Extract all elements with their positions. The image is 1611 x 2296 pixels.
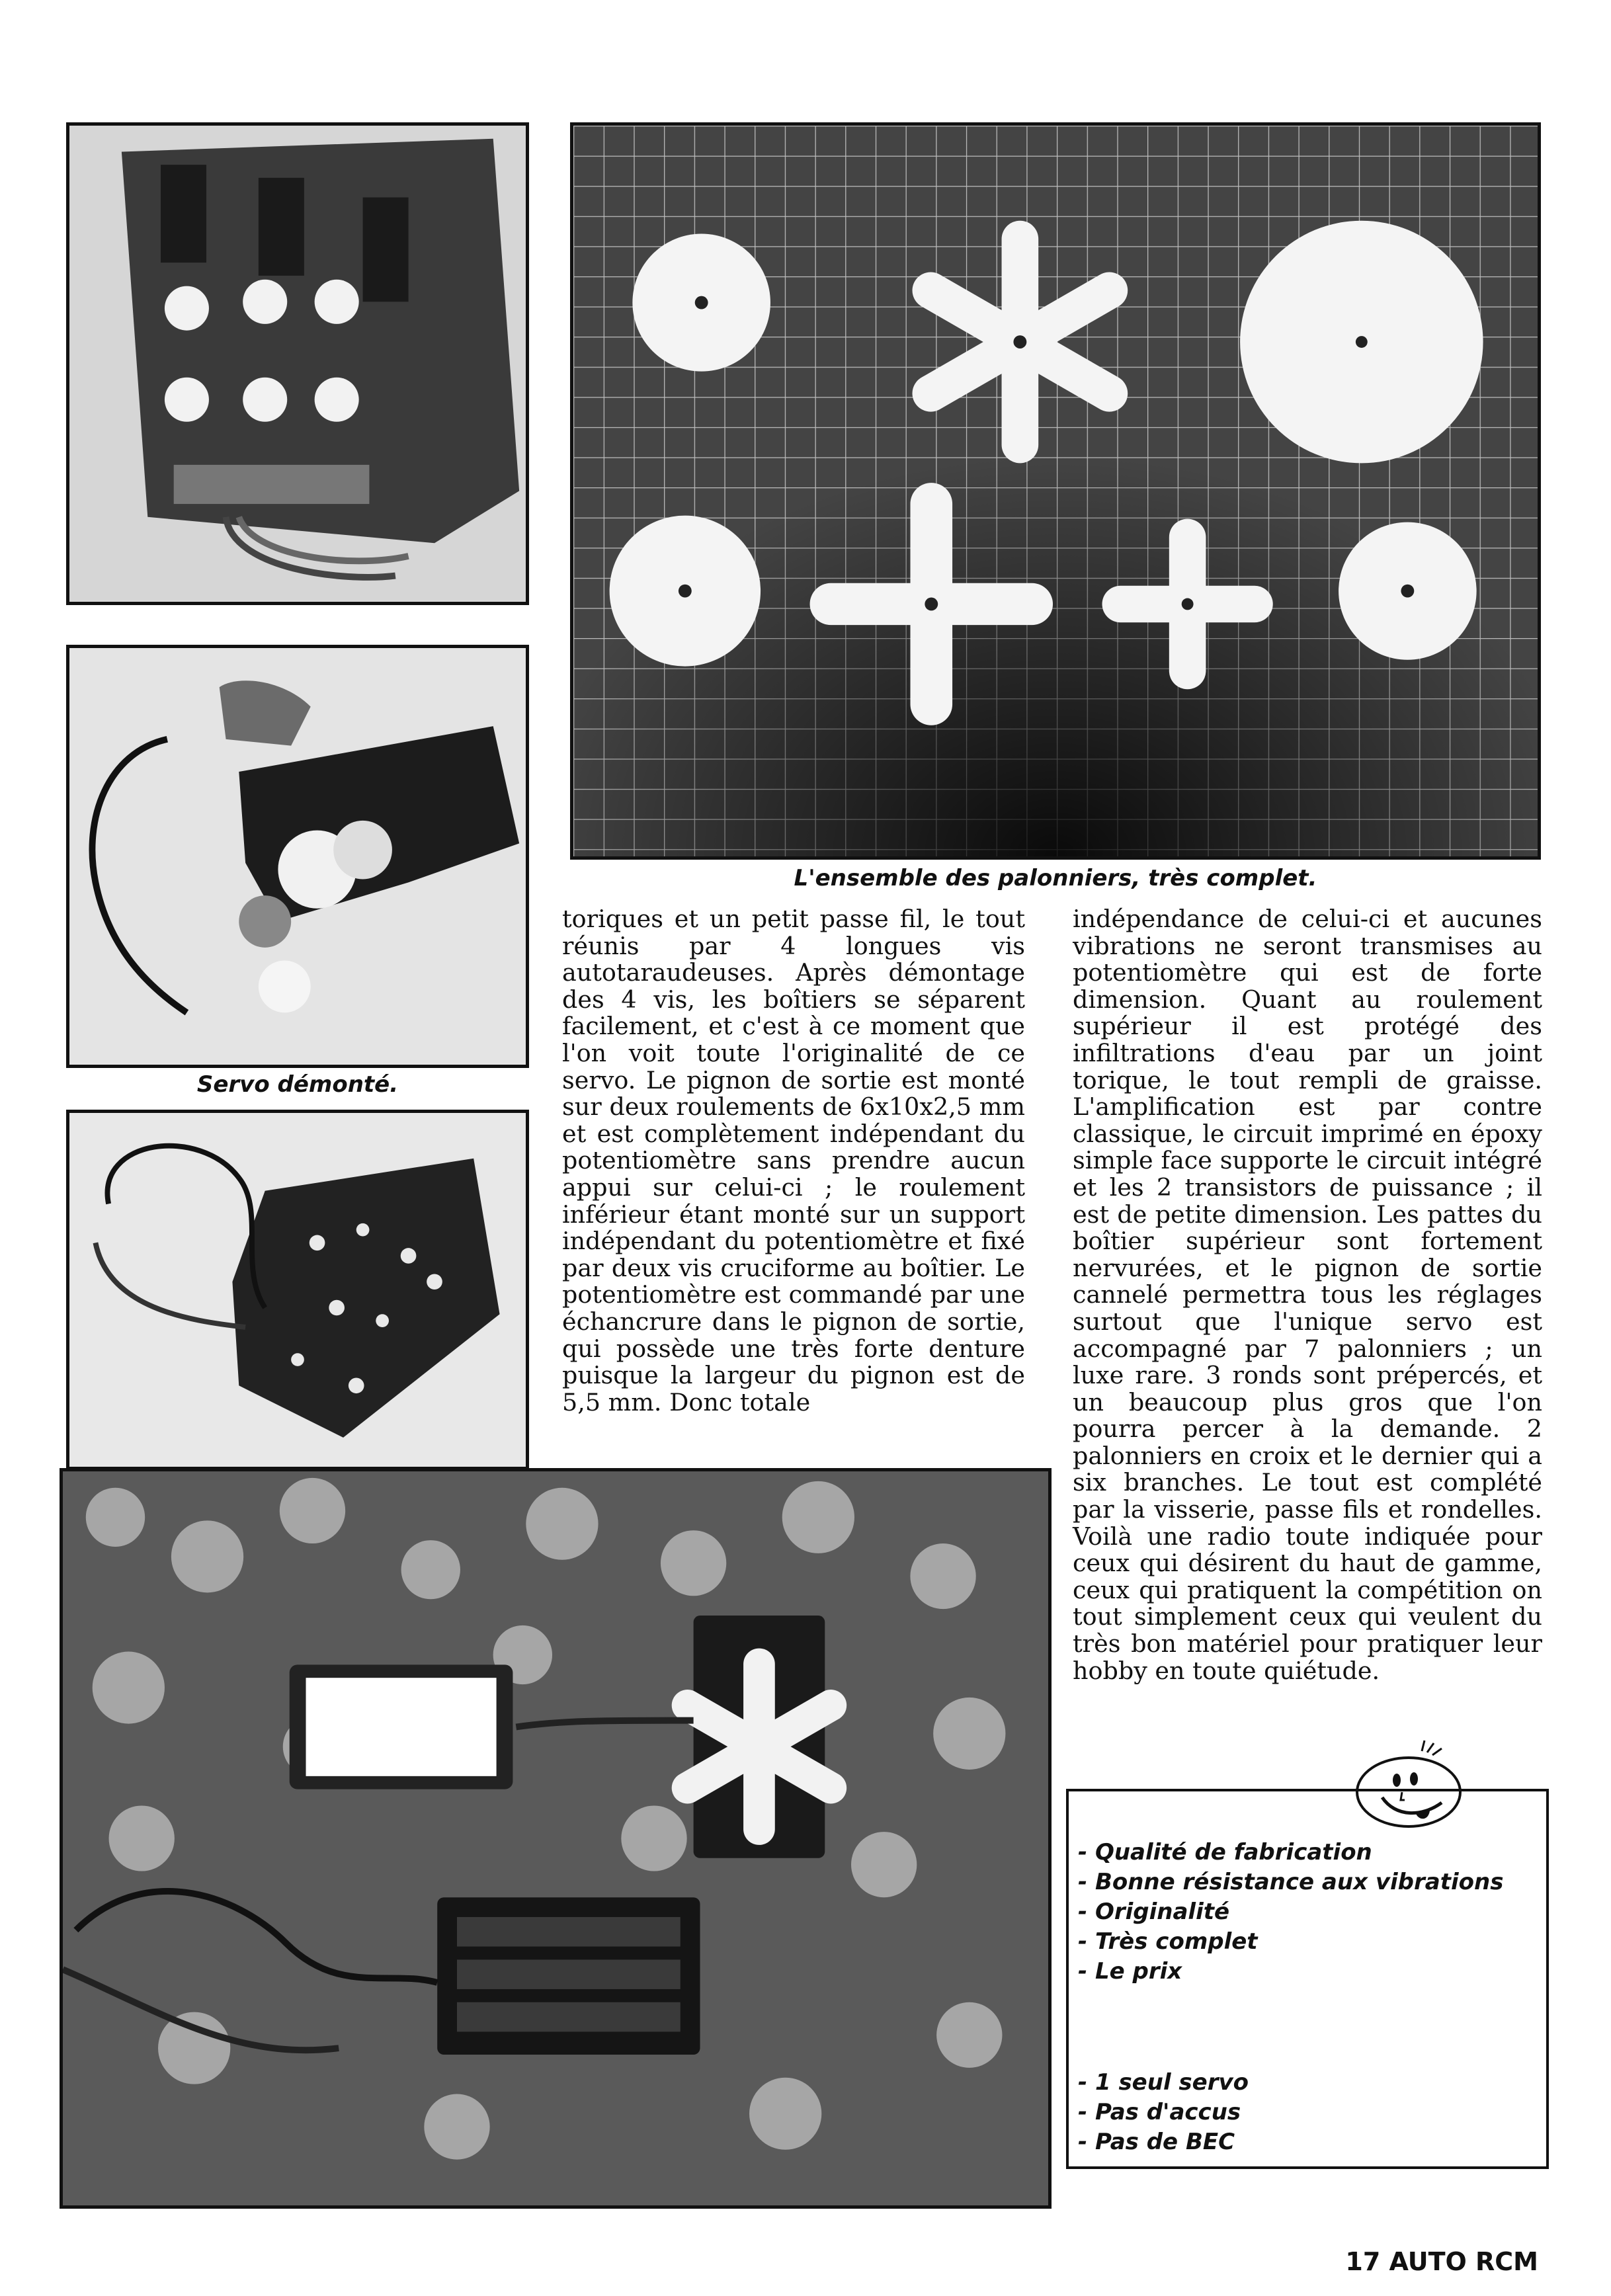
pro-item: - Le prix [1078, 1958, 1182, 1985]
article-column-1 [562, 906, 1025, 1416]
page-folio: 17 AUTO RCM [1345, 2247, 1538, 2276]
caption-servo: Servo démonté. [196, 1071, 399, 1098]
con-item: - Pas de BEC [1078, 2129, 1235, 2155]
con-item: - 1 seul servo [1078, 2069, 1249, 2096]
verdict-box [1066, 1789, 1549, 2169]
article-paragraph: toriques et un petit passe fil, le tout réunis par 4 longues vis autotaraudeuses. Après démontage des 4 vis, les boîtiers se séparent facilement, et c'est à ce moment que l'on voit toute l'originalité de ce servo. Le pignon de sortie est monté sur deux roulements de 6x10x2,5 mm et est complètement indépendant du potentiomètre sans prendre aucun appui sur celui-ci ; le roulement inférieur étant monté sur un support indépendant du potentiomètre et fixé par deux vis cruciforme au boîtier. Le potentiomètre est commandé par une échancrure dans le pignon de sortie, qui possède une très forte denture puisque la largeur du pignon est de 5,5 mm. Donc totale [562, 905, 1025, 1416]
pro-item: - Originalité [1078, 1899, 1230, 1925]
pro-item: - Bonne résistance aux vibrations [1078, 1869, 1504, 1895]
pro-item: - Très complet [1078, 1928, 1258, 1955]
caption-palonniers: L'ensemble des palonniers, très complet. [794, 865, 1317, 891]
photo-receiver-circuit [66, 122, 529, 605]
article-column-2 [1073, 906, 1542, 1684]
pros-list [1078, 1838, 1503, 1987]
cons-list [1078, 2068, 1249, 2157]
pro-item: - Qualité de fabrication [1078, 1839, 1372, 1866]
article-paragraph: indépendance de celui-ci et aucunes vibrations ne seront transmises au potentiomètre qui est de forte dimension. Quant au roulement supérieur il est protégé des infiltrations d'eau par un joint torique, le tout rempli de graisse. L'amplification est par contre classique, le circuit imprimé en époxy simple face supporte le circuit intégré et les 2 transistors de puissance ; il est de petite dimension. Les pattes du boîtier supérieur sont fortement nervurées, et le pignon de sortie cannelé permettra tous les réglages surtout que l'unique servo est accompagné par 7 palonniers ; un luxe rare. 3 ronds sont prépercés, et un beaucoup plus gros que l'on pourra percer à la demande. 2 palonniers en croix et le dernier qui a six branches. Le tout est complété par la visserie, passe fils et rondelles. Voilà une radio toute indiquée pour ceux qui désirent du haut de gamme, ceux qui pratiquent la compétition on tout simplement ceux qui veulent du très bon matériel pour pratiquer leur hobby en toute quiétude. [1073, 905, 1542, 1685]
photo-palonniers [570, 122, 1541, 860]
photo-servo-circuit [66, 1110, 529, 1470]
photo-ensemble-radio [60, 1468, 1052, 2209]
photo-servo-demonte [66, 645, 529, 1068]
con-item: - Pas d'accus [1078, 2099, 1241, 2125]
